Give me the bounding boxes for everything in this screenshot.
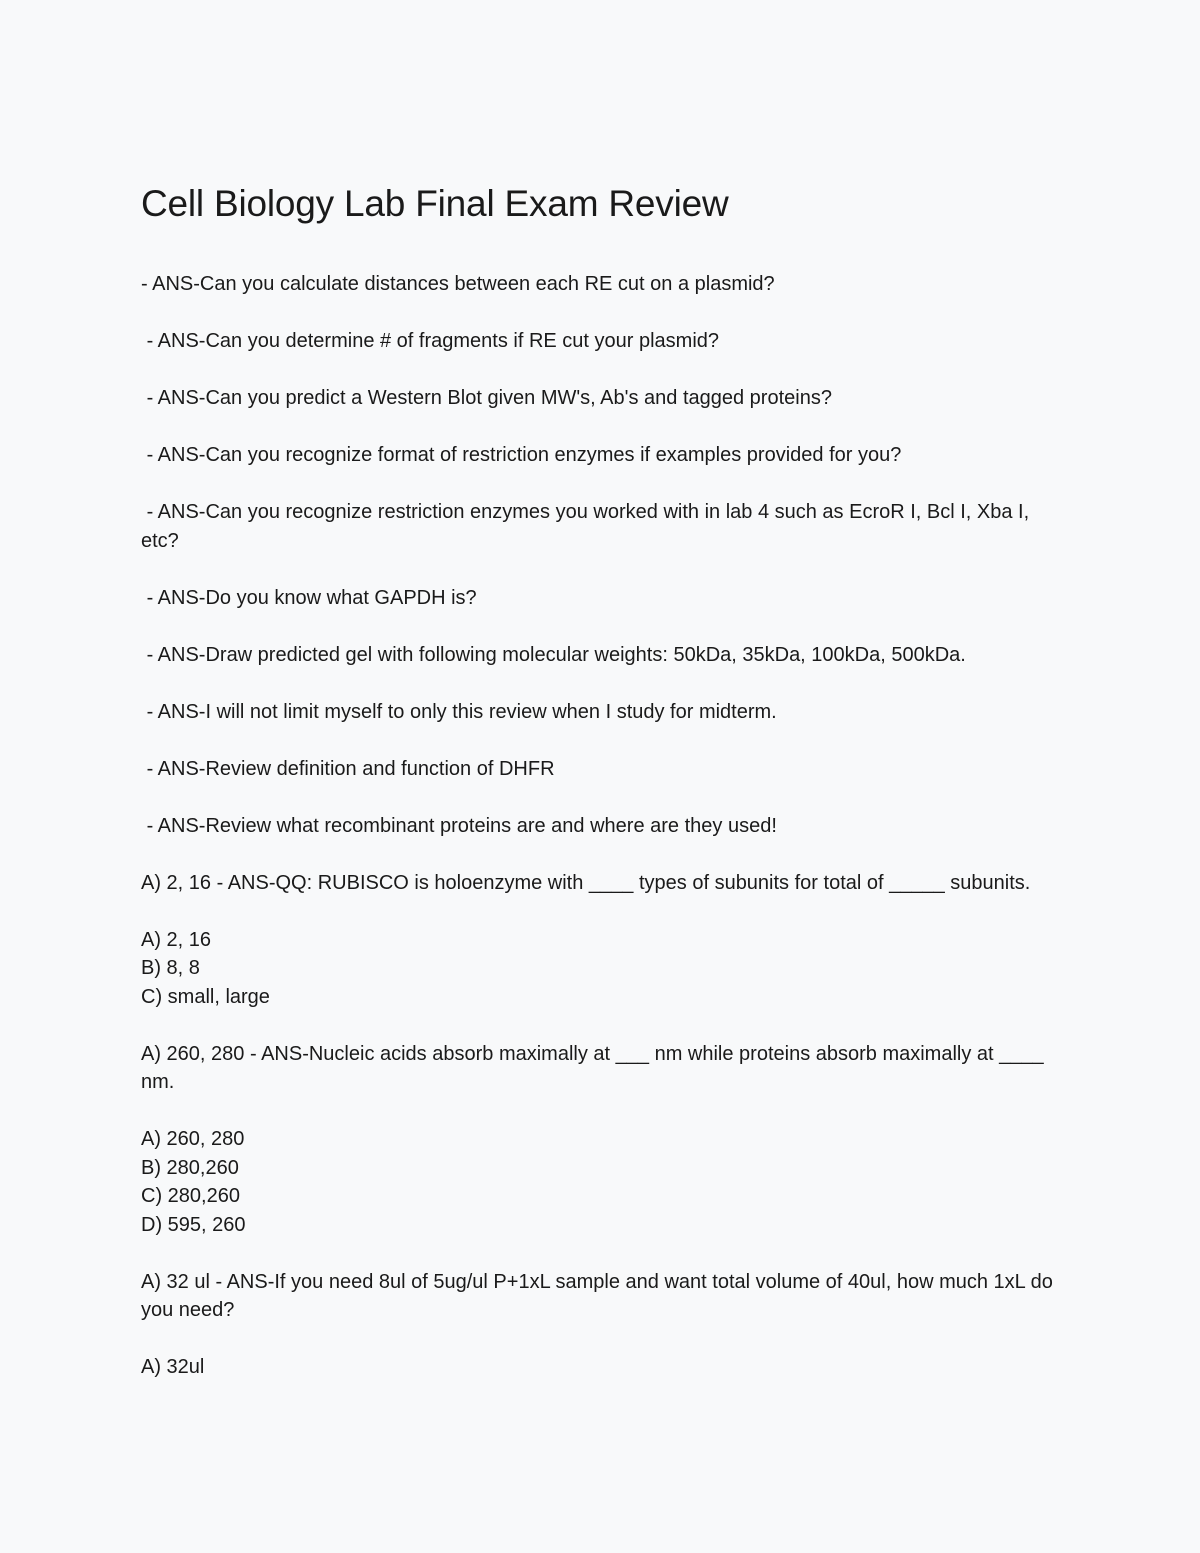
question-prompt: A) 32 ul - ANS-If you need 8ul of 5ug/ul P+1xL sample and want total volume of 40ul, how much 1xL do you need? xyxy=(141,1270,1059,1321)
document-body xyxy=(141,182,1071,1410)
question-options xyxy=(141,926,1071,1012)
answer-option: B) 280,260 xyxy=(141,1156,239,1179)
review-item: - ANS-Can you calculate distances between each RE cut on a plasmid? xyxy=(141,273,775,295)
answer-option: B) 8, 8 xyxy=(141,957,200,979)
answer-option: A) 260, 280 xyxy=(141,1128,245,1150)
review-item: - ANS-Do you know what GAPDH is? xyxy=(141,586,477,609)
answer-option: C) small, large xyxy=(141,985,270,1008)
answer-option: A) 2, 16 xyxy=(141,928,212,951)
answer-option: D) 595, 260 xyxy=(141,1213,246,1236)
review-item: - ANS-Can you determine # of fragments if RE cut your plasmid? xyxy=(141,330,720,352)
review-item: - ANS-I will not limit myself to only this review when I study for midterm. xyxy=(141,700,777,723)
review-item: - ANS-Review definition and function of DHFR xyxy=(141,757,555,780)
question-prompt: A) 2, 16 - ANS-QQ: RUBISCO is holoenzyme with ____ types of subunits for total of _____ subunits. xyxy=(141,871,1031,894)
question-options xyxy=(141,1353,1071,1382)
review-item: - ANS-Review what recombinant proteins are and where are they used! xyxy=(141,814,777,837)
review-item: - ANS-Can you predict a Western Blot given MW's, Ab's and tagged proteins? xyxy=(141,387,832,409)
question-options xyxy=(141,1125,1071,1239)
answer-option: A) 32ul xyxy=(141,1356,205,1378)
review-item: - ANS-Draw predicted gel with following molecular weights: 50kDa, 35kDa, 100kDa, 500kDa. xyxy=(141,643,966,666)
question-prompt: A) 260, 280 - ANS-Nucleic acids absorb maximally at ___ nm while proteins absorb maximally at ____ nm. xyxy=(141,1042,1050,1093)
answer-option: C) 280,260 xyxy=(141,1185,240,1207)
page-title: Cell Biology Lab Final Exam Review xyxy=(141,183,729,224)
review-item: - ANS-Can you recognize format of restriction enzymes if examples provided for you? xyxy=(141,444,902,466)
review-item: - ANS-Can you recognize restriction enzymes you worked with in lab 4 such as EcroR I, Bcl I, Xba I, etc? xyxy=(141,501,1035,552)
